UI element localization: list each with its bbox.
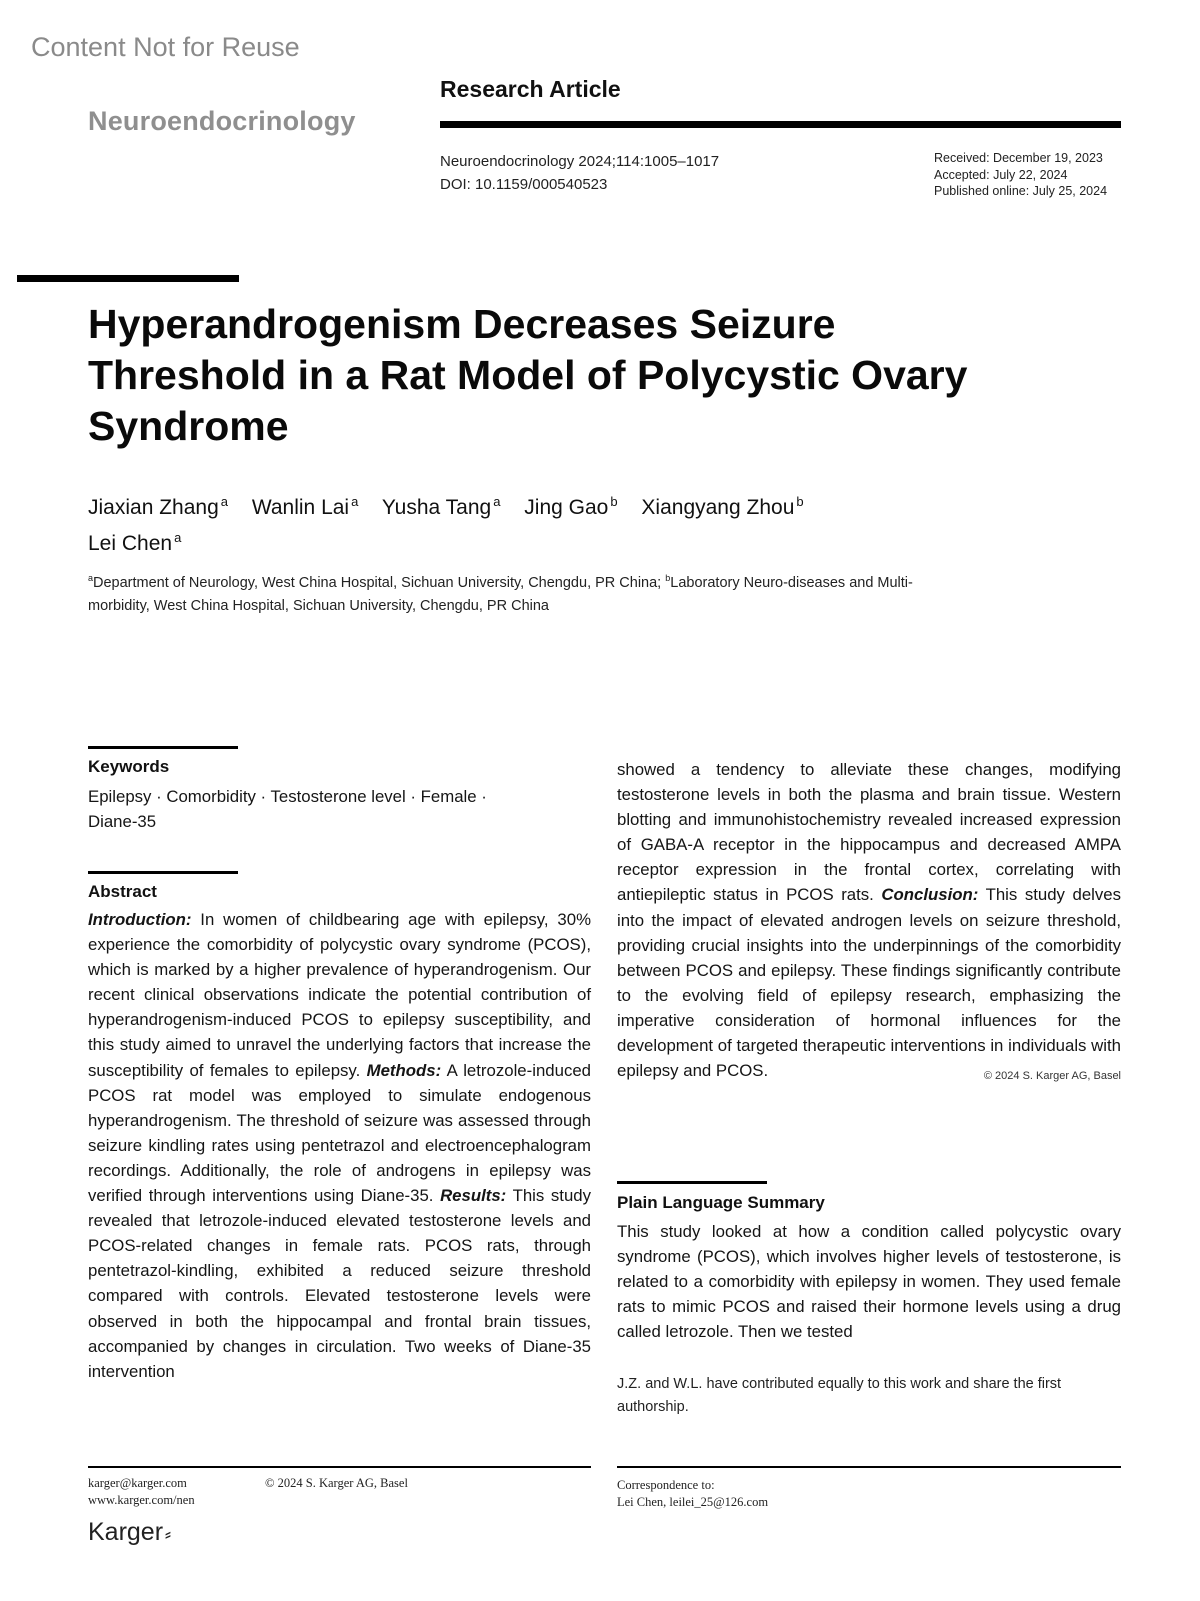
date-published: Published online: July 25, 2024 [934,184,1108,198]
author-list [88,490,948,562]
publisher-contact [88,1475,195,1509]
citation [440,150,719,196]
methods-label: Methods: [366,1060,442,1080]
publisher-website[interactable]: www.karger.com/nen [88,1493,195,1507]
pls-heading: Plain Language Summary [617,1193,825,1212]
citation-doi[interactable]: DOI: 10.1159/000540523 [440,176,608,193]
affiliations: $^a$Department of Neurology, West China Hospital, Sichuan University, Chengdu, PR China; $^b$Laboratory Neuro-diseases and Multi-morbidity, West China Hospital, Sichuan University, Chengdu, PR China [88,573,913,614]
conclusion-label: Conclusion: [881,885,979,905]
author[interactable]: Jing Gao $^b$ [524,494,618,519]
date-accepted: Accepted: July 22, 2024 [934,167,1068,182]
abstract-copyright: © 2024 S. Karger AG, Basel [983,1070,1121,1083]
keywords-heading: Keywords [88,757,170,776]
footer-rule-right [617,1466,1121,1468]
publisher-email[interactable]: karger@karger.com [88,1476,187,1490]
karger-logo-icon: ⸗ [165,1524,172,1544]
author[interactable]: Yusha Tang $^a$ [381,494,501,519]
author[interactable]: Jiaxian Zhang $^a$ [88,494,228,519]
affiliation-a: Department of Neurology, West China Hospital, Sichuan University, Chengdu, PR China; [93,575,666,591]
footer-rule-left [88,1466,591,1468]
citation-volume: Neuroendocrinology 2024;114:1005–1017 [440,153,720,170]
publication-dates [934,150,1107,200]
date-received: Received: December 19, 2023 [934,151,1103,165]
abstract-heading: Abstract [88,882,157,901]
author[interactable]: Xiangyang Zhou $^b$ [641,494,804,519]
authorship-footnote: J.Z. and W.L. have contributed equally to this work and share the first authorship. [617,1376,1062,1415]
correspondence-label: Correspondence to: [617,1478,715,1492]
correspondence [617,1477,768,1511]
karger-logo: Karger ⸗ [88,1518,172,1546]
journal-name: Neuroendocrinology [88,106,356,136]
footer-copyright: © 2024 S. Karger AG, Basel [265,1476,408,1490]
abstract-rule [88,871,238,874]
pls-rule [617,1181,767,1184]
keywords-rule [88,746,238,749]
affiliation-b: Laboratory Neuro-diseases and Multi-morbidity, West China Hospital, Sichuan University, Chengdu, PR China [88,575,913,614]
abstract-continued: showed a tendency to alleviate these changes, modifying testosterone levels in both the plasma and brain tissue. Western blotting and immunohistochemistry revealed increased expression of GABA-A receptor in the hippocampus and decreased AMPA receptor expression in the frontal cortex, correlating with antiepileptic status in PCOS rats. Conclusion: This study delves into the impact of elevated androgen levels on seizure threshold, providing crucial insights into the underpinnings of the comorbidity between PCOS and epilepsy. These findings significantly contribute to the evolving field of epilepsy research, emphasizing the imperative consideration of hormonal influences for the development of targeted therapeutic interventions in individuals with epilepsy and PCOS. © 2024 S. Karger AG, Basel [617,757,1121,1089]
title-rule [17,275,239,282]
watermark: Content Not for Reuse [31,32,300,62]
correspondence-contact[interactable]: Lei Chen, leilei_25@126.com [617,1495,769,1509]
article-title: Hyperandrogenism Decreases Seizure Threshold in a Rat Model of Polycystic Ovary Syndrome [88,301,968,449]
header-rule [440,121,1121,128]
intro-label: Introduction: [88,910,192,929]
author[interactable]: Wanlin Lai $^a$ [251,494,359,519]
author[interactable]: Lei Chen $^a$ [88,530,182,555]
results-label: Results: [440,1186,507,1206]
keywords-list: Epilepsy · Comorbidity · Testosterone level · Female · Diane-35 [88,787,487,832]
article-type: Research Article [440,76,621,102]
abstract-body: Introduction: In women of childbearing age with epilepsy, 30% experience the comorbidity of polycystic ovary syndrome (PCOS), which is marked by a higher prevalence of hyperandrogenism. Our recent clinical observations indicate the potential contribution of hyperandrogenism-induced PCOS to epilepsy susceptibility, and this study aimed to unravel the underlying factors that increase the susceptibility of females to epilepsy. Methods: A letrozole-induced PCOS rat model was employed to simulate endogenous hyperandrogenism. The threshold of seizure was assessed through seizure kindling rates using pentetrazol and electroencephalogram recordings. Additionally, the role of androgens in epilepsy was verified through interventions using Diane-35. Results: This study revealed that letrozole-induced elevated testosterone levels and PCOS-related changes in female rats. PCOS rats, through pentetrazol-kindling, exhibited a reduced seizure threshold compared with controls. Elevated testosterone levels were observed in both the hippocampal and frontal brain tissues, accompanied by changes in circulation. Two weeks of Diane-35 intervention [88,910,591,1381]
pls-body: This study looked at how a condition called polycystic ovary syndrome (PCOS), which involves higher levels of testosterone, is related to a comorbidity with epilepsy in women. They used female rats to mimic PCOS and raised their hormone levels using a drug called letrozole. Then we tested [617,1222,1121,1342]
